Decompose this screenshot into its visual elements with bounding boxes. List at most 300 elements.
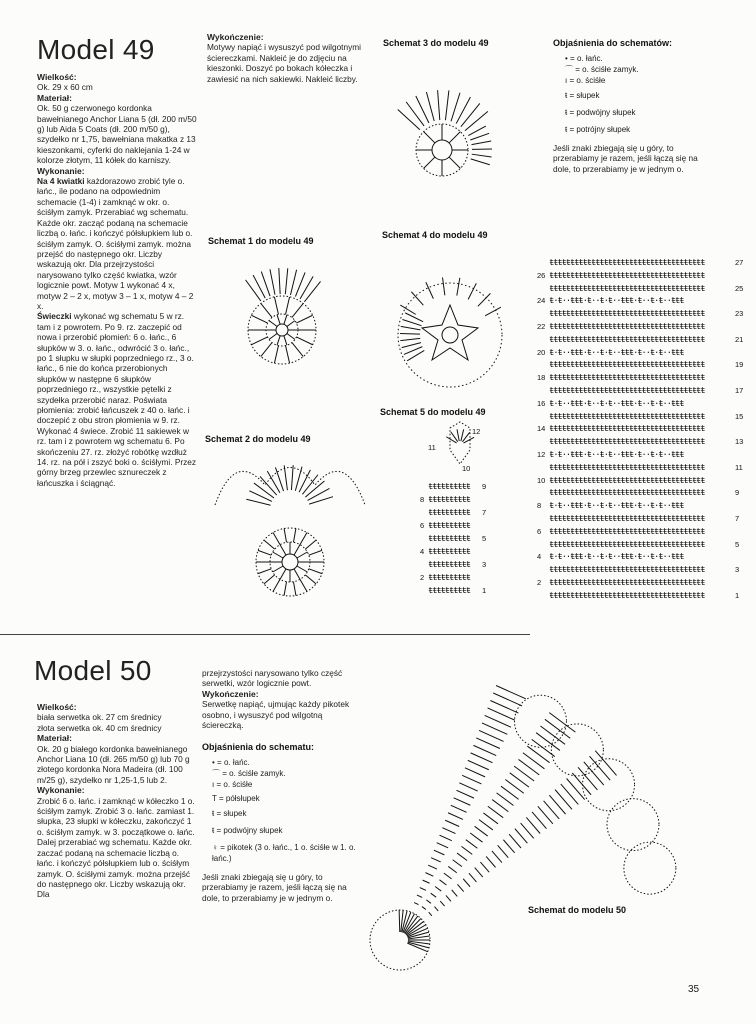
fan-mark (482, 723, 507, 734)
scheme6-row-number: 2 (537, 578, 542, 587)
fan-mark (492, 851, 502, 863)
stitch-symbol-icon: ŧ (565, 91, 568, 100)
spoke-mark (284, 582, 286, 596)
spoke-mark (264, 540, 275, 549)
fan-mark (442, 828, 455, 834)
fan-mark (595, 751, 616, 776)
arc-symbol-icon: ⌒ (565, 65, 573, 74)
fan-mark (457, 884, 463, 891)
spoke-mark (258, 550, 271, 555)
scheme5-grid (420, 482, 500, 602)
arc-symbol-icon: ⌒ (212, 768, 220, 778)
scheme5-row-number: 3 (482, 560, 487, 569)
spoke-mark (273, 579, 280, 591)
model50-finish: Serwetkę napiąć, ujmując każdy pikotek osobno, i wysuszyć pod wilgotną ściereczką. (202, 699, 350, 731)
scheme6-row: ŧ·ŧ··ŧŧŧ·ŧ··ŧ·ŧ··ŧŧŧ·ŧ··ŧ·ŧ··ŧŧŧ (549, 348, 684, 357)
fan-mark (428, 865, 437, 869)
scheme5-flame-label: 11 (428, 443, 436, 452)
scheme6-row: ŧŧŧŧŧŧŧŧŧŧŧŧŧŧŧŧŧŧŧŧŧŧŧŧŧŧŧŧŧŧŧŧŧŧŧŧŧ (549, 489, 705, 498)
scheme6-row-number: 3 (735, 565, 740, 575)
fan-mark (475, 868, 483, 877)
spoke-mark (251, 315, 267, 323)
scheme6-row: ŧŧŧŧŧŧŧŧŧŧŧŧŧŧŧŧŧŧŧŧŧŧŧŧŧŧŧŧŧŧŧŧŧŧŧŧŧ (549, 284, 705, 293)
fan-mark (426, 900, 431, 903)
scheme4-diagram (380, 250, 520, 390)
model49-size-head: Wielkość: (37, 72, 77, 82)
fan-mark (459, 783, 477, 791)
fan-mark (417, 895, 422, 897)
scheme6-row-number: 15 (735, 411, 744, 421)
spoke-mark (274, 297, 278, 315)
petal-mark (401, 326, 421, 329)
legend50-item (212, 808, 362, 819)
legend49-title: Objaśnienia do schematów: (553, 38, 673, 48)
petal-mark (416, 96, 429, 123)
scheme2-caption: Schemat 2 do modelu 49 (205, 434, 311, 444)
fan-mark (446, 895, 451, 901)
scheme5-row-number: 8 (420, 495, 425, 504)
scheme6-row-number: 16 (537, 398, 546, 408)
legend50-label: = pikotek (3 o. łańc., 1 o. ściśłe w 1. o. łańc.) (212, 842, 356, 863)
model49-exec-p2-text: wykonać wg schematu 5 w rz. tam i z powrotem. Po 9. rz. zaczepić od nowa i przerobić płomień: 6 o. łańc., 6 słupków w 3. o. łańc., odwrócić 3 o. łańc., po 1 słupku w słupki poprzedniego rz., 3 o. łańc., 6 nie do końca przerobionych słupków w następne 6 słupków poprzedniego rz., wszystkie pętelki z szydełka przerobić naraz. Poświata płomienia: zrobić łańcuszek z 40 o. łańc. i doczepić z obu stron płomienia w 9. rz. Wykonać 4 świece. Zrobić 11 sakiewek w rz. tam i z powrotem wg schematu 6. Po skończeniu 27. rz. złożyć robótkę wzdłuż 14. rz. na pół i zszyć boki o. ściśłymi. Przez górny brzeg przewlec sznureczek z łańcuszka i ściągnąć. (37, 311, 197, 488)
spoke-mark (293, 582, 295, 596)
scheme50-caption: Schemat do modelu 50 (528, 905, 627, 915)
petal-mark (456, 97, 470, 123)
picot-symbol-icon: ♀ (212, 842, 218, 852)
scheme6-row: ŧŧŧŧŧŧŧŧŧŧŧŧŧŧŧŧŧŧŧŧŧŧŧŧŧŧŧŧŧŧŧŧŧŧŧŧŧ (549, 387, 705, 395)
legend50-label: = o. łańc. (217, 757, 250, 767)
spoke-mark (284, 315, 287, 325)
legend50-label: = o. ściśłe (216, 779, 253, 789)
fan-mark (448, 813, 463, 820)
scheme6-row: ŧŧŧŧŧŧŧŧŧŧŧŧŧŧŧŧŧŧŧŧŧŧŧŧŧŧŧŧŧŧŧŧŧŧŧŧŧ (549, 515, 705, 523)
petal-mark (457, 278, 460, 296)
petal-mark (426, 282, 433, 298)
spoke-mark (273, 533, 280, 545)
fan-mark (448, 866, 456, 872)
fan-mark (469, 873, 477, 882)
model49-material: Ok. 50 g czerwonego kordonka bawełnianego Anchor Liana 5 (dł. 200 m/50 g) lub Aida 5 Coats (dł. 200 m/50 g), szydełko nr 1,75, bawełniana makatka z 13 kieszonkami, cyferki do naklejania 1-24 w kolorze złotym, 11 kółek do karniszy. (37, 103, 197, 166)
spoke-mark (305, 540, 316, 549)
fan-mark (501, 786, 519, 799)
petal-mark (246, 280, 261, 301)
fan-mark (420, 888, 426, 891)
fan-mark (466, 840, 478, 849)
petal-mark (285, 268, 287, 294)
spoke-mark (269, 334, 277, 340)
scheme6-row-number: 21 (735, 334, 744, 344)
fan-mark (431, 893, 436, 897)
legend49-label: = potrójny słupek (569, 125, 631, 134)
scheme5-row: ŧŧŧŧŧŧŧŧŧŧ (428, 548, 471, 556)
model50-title: Model 50 (34, 655, 152, 686)
petal-mark (304, 281, 320, 301)
fan-motif-ring (624, 842, 676, 894)
scheme6-row: ŧ·ŧ··ŧŧŧ·ŧ··ŧ·ŧ··ŧŧŧ·ŧ··ŧ·ŧ··ŧŧŧ (549, 399, 684, 408)
scheme5-row-number: 2 (420, 573, 425, 582)
petal-mark (445, 90, 448, 120)
scheme6-row-number: 6 (537, 526, 542, 536)
spoke-mark (294, 569, 300, 579)
spoke-mark (305, 575, 316, 584)
bar-symbol-icon: ı (565, 76, 568, 85)
scheme6-row-number: 4 (537, 552, 542, 562)
scheme5-flame-label: 12 (472, 427, 481, 436)
fan-mark (503, 840, 514, 853)
spoke-mark (292, 343, 303, 357)
model50-text (37, 702, 197, 900)
fan-mark (468, 760, 489, 769)
double-stitch-symbol-icon: ŧ (212, 825, 215, 835)
legend50-label: = o. ściśłe zamyk. (222, 768, 286, 778)
scheme6-row: ŧŧŧŧŧŧŧŧŧŧŧŧŧŧŧŧŧŧŧŧŧŧŧŧŧŧŧŧŧŧŧŧŧŧŧŧŧ (549, 438, 705, 447)
bar-symbol-icon: ı (212, 779, 215, 789)
model50-size2: złota serwetka ok. 40 cm średnicy (37, 722, 162, 733)
flame-mark (457, 429, 459, 441)
spoke-mark (293, 529, 295, 543)
scheme6-row: ŧŧŧŧŧŧŧŧŧŧŧŧŧŧŧŧŧŧŧŧŧŧŧŧŧŧŧŧŧŧŧŧŧŧŧŧŧ (549, 335, 705, 344)
fan-motif-ring (607, 799, 659, 851)
spoke-mark (261, 303, 272, 317)
fan-mark (451, 805, 467, 812)
legend49-label: = podwójny słupek (569, 108, 636, 117)
spoke-mark (277, 336, 280, 346)
model49-exec-p2 (37, 311, 197, 488)
fan-mark (462, 775, 481, 784)
fan-mark (470, 833, 482, 842)
scheme6-row: ŧ·ŧ··ŧŧŧ·ŧ··ŧ·ŧ··ŧŧŧ·ŧ··ŧ·ŧ··ŧŧŧ (549, 297, 684, 306)
fan-mark (425, 873, 433, 877)
spoke-mark (280, 569, 286, 579)
scheme6-row: ŧ·ŧ··ŧŧŧ·ŧ··ŧ·ŧ··ŧŧŧ·ŧ··ŧ·ŧ··ŧŧŧ (549, 553, 684, 562)
spoke-mark (258, 569, 271, 574)
scheme6-row: ŧŧŧŧŧŧŧŧŧŧŧŧŧŧŧŧŧŧŧŧŧŧŧŧŧŧŧŧŧŧŧŧŧŧŧŧŧ (549, 463, 705, 472)
scheme2-diagram (205, 450, 375, 590)
petal-mark (443, 277, 445, 295)
legend49-note: Jeśli znaki zbiegają się u góry, to przerabiamy je razem, jeśli łączą się na dole, to przerabiamy je w jednym o. (553, 143, 698, 174)
spoke-mark (292, 303, 303, 317)
spoke-mark (280, 545, 286, 555)
petal-mark (405, 313, 423, 322)
model50-material-head: Materiał: (37, 733, 72, 744)
model50-note: Jeśli znaki zbiegają się u góry, to przerabiamy je razem, jeśli łączą się na dole, to przerabiamy je w jednym o. (202, 871, 347, 903)
spoke-mark (296, 315, 312, 323)
spoke-mark (273, 566, 283, 572)
legend49-label: = o. łańc. (570, 54, 603, 63)
model50-size1: biała serwetka ok. 27 cm średnicy (37, 712, 162, 723)
fan-mark (440, 880, 447, 885)
legend50-item (212, 768, 362, 779)
petal-mark (471, 159, 490, 165)
legend49-item (565, 124, 713, 135)
petal-mark (470, 133, 489, 140)
scheme6-row: ŧ·ŧ··ŧŧŧ·ŧ··ŧ·ŧ··ŧŧŧ·ŧ··ŧ·ŧ··ŧŧŧ (549, 502, 684, 511)
legend50-item (212, 793, 362, 804)
petal-mark (472, 141, 492, 145)
fan-mark (414, 903, 418, 905)
petal-mark (478, 293, 491, 306)
petal-mark (400, 305, 415, 314)
model50-size-head: Wielkość: (37, 702, 77, 712)
fan-mark (423, 880, 430, 883)
fan-mark (526, 817, 540, 833)
arch-mark (260, 476, 277, 495)
stitch-symbol-icon: ŧ (212, 808, 215, 818)
scheme5-caption: Schemat 5 do modelu 49 (380, 407, 486, 417)
model49-exec-p2-bold: Świeczki (37, 311, 72, 322)
spoke-mark (424, 157, 435, 168)
scheme6-row: ŧŧŧŧŧŧŧŧŧŧŧŧŧŧŧŧŧŧŧŧŧŧŧŧŧŧŧŧŧŧŧŧŧŧŧŧŧ (549, 361, 705, 370)
scheme6-row: ŧŧŧŧŧŧŧŧŧŧŧŧŧŧŧŧŧŧŧŧŧŧŧŧŧŧŧŧŧŧŧŧŧŧŧŧŧ (549, 271, 705, 280)
arch-mark (249, 491, 272, 502)
scheme6-row-number: 23 (735, 309, 744, 319)
model49-exec-p1-bold: Na 4 kwiatki (37, 176, 85, 187)
fan-mark (540, 726, 565, 744)
fan-mark (456, 790, 474, 798)
scheme6-row: ŧŧŧŧŧŧŧŧŧŧŧŧŧŧŧŧŧŧŧŧŧŧŧŧŧŧŧŧŧŧŧŧŧŧŧŧŧ (549, 374, 705, 383)
legend50-label: = słupek (216, 808, 247, 818)
legend49-item (565, 107, 713, 118)
legend49-item (565, 75, 713, 86)
scheme6-row-number: 1 (735, 590, 740, 600)
model50-col2 (202, 668, 362, 903)
scheme5-row-number: 4 (420, 547, 425, 556)
scheme3-diagram (390, 60, 510, 190)
legend50-label: = półsłupek (218, 793, 260, 803)
scheme6-row: ŧŧŧŧŧŧŧŧŧŧŧŧŧŧŧŧŧŧŧŧŧŧŧŧŧŧŧŧŧŧŧŧŧŧŧŧŧ (549, 310, 705, 319)
fan-mark (453, 860, 462, 867)
fan-mark (445, 820, 459, 826)
petal-mark (270, 269, 275, 295)
scheme6-row-number: 25 (735, 283, 744, 293)
scheme5-row: ŧŧŧŧŧŧŧŧŧŧ (428, 574, 471, 582)
scheme6-row: ŧŧŧŧŧŧŧŧŧŧŧŧŧŧŧŧŧŧŧŧŧŧŧŧŧŧŧŧŧŧŧŧŧŧŧŧŧ (549, 425, 705, 434)
fan-mark (452, 890, 458, 897)
scheme6-row: ŧŧŧŧŧŧŧŧŧŧŧŧŧŧŧŧŧŧŧŧŧŧŧŧŧŧŧŧŧŧŧŧŧŧŧŧŧ (549, 566, 705, 575)
fan-mark (498, 845, 509, 857)
model49-finish-text: Motywy napiąć i wysuszyć pod wilgotnymi ściereczkami. Nakleić je do zdjęciu na kieszonki. Doszyć po bokach kółeczka i zawiesić na nich sakiewki. Nakleić liczby. (207, 42, 362, 84)
legend50-item (212, 842, 362, 864)
model49-finish-head: Wykończenie: (207, 32, 264, 42)
dot-symbol-icon: • (212, 757, 215, 767)
spoke-mark (286, 297, 290, 315)
fan-mark (527, 746, 549, 763)
scheme5-row-number: 1 (482, 586, 487, 595)
spoke-mark (424, 132, 435, 143)
scheme6-row-number: 8 (537, 501, 542, 511)
legend49-item (565, 90, 713, 101)
scheme50-diagram (360, 640, 740, 980)
fan-mark (440, 901, 444, 906)
model50-material: Ok. 20 g białego kordonka bawełnianego Anchor Liana 10 (dł. 265 m/50 g) lub 70 g złotego kordonka Nora Madeira (dł. 100 m/25 g), szydełko nr 1,25-1,5 lub 2. (37, 743, 190, 785)
spoke-mark (300, 533, 307, 545)
model49-exec-p1 (37, 176, 197, 311)
scheme6-row-number: 24 (537, 296, 546, 306)
arch-mark (254, 483, 274, 498)
model49-finish (207, 32, 367, 84)
petal-mark (411, 292, 423, 305)
fan-mark (461, 846, 472, 854)
petal-mark (402, 319, 421, 325)
fan-mark (476, 738, 500, 749)
fan-mark (463, 879, 470, 887)
petal-mark (398, 109, 420, 129)
scheme3-caption: Schemat 3 do modelu 49 (383, 38, 489, 48)
scheme5-row: ŧŧŧŧŧŧŧŧŧŧ (428, 522, 471, 530)
fan-mark (496, 686, 526, 699)
spoke-mark (296, 337, 312, 345)
scheme6-row: ŧŧŧŧŧŧŧŧŧŧŧŧŧŧŧŧŧŧŧŧŧŧŧŧŧŧŧŧŧŧŧŧŧŧŧŧŧ (549, 323, 705, 331)
petal-mark (451, 93, 460, 122)
scheme6-row-number: 10 (537, 475, 546, 485)
flame-mark (461, 429, 464, 441)
fan-mark (480, 862, 489, 872)
fan-mark (549, 795, 565, 814)
legend49-label: = słupek (569, 91, 600, 100)
fan-mark (475, 826, 488, 836)
spoke-mark (274, 346, 278, 364)
petal-mark (426, 92, 434, 121)
spoke-mark (399, 910, 400, 932)
scheme5-row: ŧŧŧŧŧŧŧŧŧŧ (428, 561, 471, 569)
scheme6-row: ŧŧŧŧŧŧŧŧŧŧŧŧŧŧŧŧŧŧŧŧŧŧŧŧŧŧŧŧŧŧŧŧŧŧŧŧŧ (549, 540, 705, 549)
arch-mark (305, 481, 324, 497)
half-stitch-symbol-icon: T (212, 793, 217, 803)
spoke-mark (297, 552, 307, 558)
scheme6-row: ŧŧŧŧŧŧŧŧŧŧŧŧŧŧŧŧŧŧŧŧŧŧŧŧŧŧŧŧŧŧŧŧŧŧŧŧŧ (549, 527, 705, 536)
model50-legend-title: Objaśnienia do schematu: (202, 742, 315, 753)
spoke-mark (300, 579, 307, 591)
scheme6-row-number: 26 (537, 270, 546, 280)
petal-mark (465, 111, 488, 130)
spoke-mark (287, 321, 295, 327)
model50-finish-head: Wykończenie: (202, 688, 259, 699)
spoke-mark (449, 157, 460, 168)
scheme5-row-number: 9 (482, 482, 487, 491)
spoke-mark (294, 545, 300, 555)
fan-mark (523, 753, 545, 769)
fan-mark (521, 823, 534, 838)
page-number: 35 (688, 984, 700, 995)
legend49-item (565, 53, 713, 64)
spoke-mark (286, 346, 290, 364)
fan-mark (457, 853, 467, 860)
fan-mark (471, 753, 493, 763)
model49-material-head: Materiał: (37, 92, 72, 103)
spoke-mark (277, 315, 280, 325)
legend49-item (565, 64, 713, 75)
scheme1-diagram (222, 252, 342, 382)
arch-mark (284, 465, 287, 490)
model49-title: Model 49 (37, 34, 155, 65)
model50-exec: Zrobić 6 o. łańc. i zamknąć w kółeczko 1 o. ściśłym zamyk. Zrobić 3 o. łańc. zamiast 1. słupka, 23 słupki w kółeczku, zakończyć 1 o. ściśłym zamyk. w 3. początkowe o. łańc. Dalej przerabiać wg schematu. Każde okr. zaczać podaną na schemacie liczbą o. łańc. i kończyć półsłupkiem lub o. ściśłym zamyk. O. ściśłymi zamyk. można przejść do następnego okr. Liczby wskazują okr. Dla (37, 795, 195, 900)
scheme5-flame-label: 10 (462, 464, 471, 473)
double-stitch-symbol-icon: ŧ (565, 108, 568, 117)
model49-text (37, 72, 197, 488)
fan-mark (435, 886, 441, 891)
petal-mark (290, 270, 296, 295)
fan-mark (536, 733, 560, 751)
scheme6-row-number: 17 (735, 386, 744, 395)
scheme6-row-number: 18 (537, 373, 546, 383)
scheme6-row-number: 12 (537, 450, 546, 459)
scheme6-grid (537, 258, 752, 608)
fan-mark (567, 778, 585, 799)
scheme6-row: ŧŧŧŧŧŧŧŧŧŧŧŧŧŧŧŧŧŧŧŧŧŧŧŧŧŧŧŧŧŧŧŧŧŧŧŧŧ (549, 476, 705, 485)
scheme4-caption: Schemat 4 do modelu 49 (382, 230, 488, 240)
fan-mark (483, 813, 498, 824)
fan-mark (444, 873, 452, 879)
fan-mark (431, 858, 441, 862)
petal-mark (400, 338, 420, 340)
petal-mark (279, 268, 280, 294)
fan-mark (479, 820, 493, 830)
fan-mark (473, 745, 496, 755)
fan-mark (454, 798, 471, 805)
fan-mark (509, 834, 521, 848)
model50-exec-head: Wykonanie: (37, 785, 85, 796)
petal-mark (400, 334, 420, 335)
spoke-mark (449, 132, 460, 143)
scheme5-row: ŧŧŧŧŧŧŧŧŧŧ (428, 587, 471, 595)
legend50-item (212, 757, 362, 768)
fan-mark (479, 730, 504, 741)
spoke-mark (287, 334, 295, 340)
scheme6-row-number: 5 (735, 539, 740, 549)
scheme6-row-number: 11 (735, 462, 743, 472)
section-divider (0, 634, 530, 635)
scheme5-row-number: 5 (482, 534, 487, 543)
fan-mark (429, 912, 432, 916)
petal-mark (438, 90, 440, 120)
scheme5-row: ŧŧŧŧŧŧŧŧŧŧ (428, 509, 471, 517)
scheme5-flame (425, 420, 505, 490)
model50-cont: przejrzystości narysowano tylko część serwetki, wzór logicznie powt. (202, 668, 343, 689)
spoke-mark (264, 575, 275, 584)
model49-exec-head: Wykonanie: (37, 165, 85, 176)
spoke-mark (269, 321, 277, 327)
scheme6-row-number: 13 (735, 437, 744, 447)
scheme6-row-number: 7 (735, 514, 740, 523)
scheme6-row-number: 9 (735, 488, 740, 498)
scheme5-row: ŧŧŧŧŧŧŧŧŧŧ (428, 483, 471, 491)
legend49 (553, 38, 713, 174)
fan-mark (555, 790, 572, 810)
model49-exec-p1-text: każdorazowo zrobić tyle o. łańc., ile podano na odpowiednim schemacie (1-4) i zamknąć w okr. o. ściśłym zamyk. Przerabiać wg schematu. Każde okr. zacząć podaną na schemacie liczbą o. łańc. i kończyć półsłupkiem lub o. ściśłym zamyk. O. ściśłymi zamyk. można przejść do następnego okr. Liczby wskazują okr. Dla przejrzystości narysowano tylko część kwiatka, wzór logicznie powt. Motyw 1 wykonać 4 x, motyw 2 – 2 x, motyw 3 – 1 x, motyw 4 – 2 x. (37, 176, 194, 311)
arch-mark (295, 467, 302, 491)
petal-mark (406, 102, 424, 126)
scheme6-row-number: 22 (537, 322, 546, 331)
scheme5-row-number: 6 (420, 521, 425, 530)
fan-mark (584, 762, 604, 785)
petal-mark (468, 283, 476, 299)
petal-mark (461, 103, 480, 126)
fan-mark (440, 835, 452, 840)
petal-mark (485, 307, 501, 316)
spoke-mark (273, 552, 283, 558)
scheme6-row-number: 19 (735, 360, 744, 370)
spoke-mark (251, 337, 267, 345)
scheme6-row-number: 20 (537, 347, 546, 357)
spoke-mark (284, 336, 287, 346)
legend49-label: = o. ściśłe zamyk. (575, 65, 639, 74)
spoke-mark (284, 529, 286, 543)
scheme6-row-number: 27 (735, 258, 744, 267)
scheme6-row: ŧŧŧŧŧŧŧŧŧŧŧŧŧŧŧŧŧŧŧŧŧŧŧŧŧŧŧŧŧŧŧŧŧŧŧŧŧ (549, 579, 705, 587)
arch-mark (246, 499, 270, 505)
scheme6-row: ŧŧŧŧŧŧŧŧŧŧŧŧŧŧŧŧŧŧŧŧŧŧŧŧŧŧŧŧŧŧŧŧŧŧŧŧŧ (549, 259, 705, 267)
scheme5-row-number: 7 (482, 508, 487, 517)
